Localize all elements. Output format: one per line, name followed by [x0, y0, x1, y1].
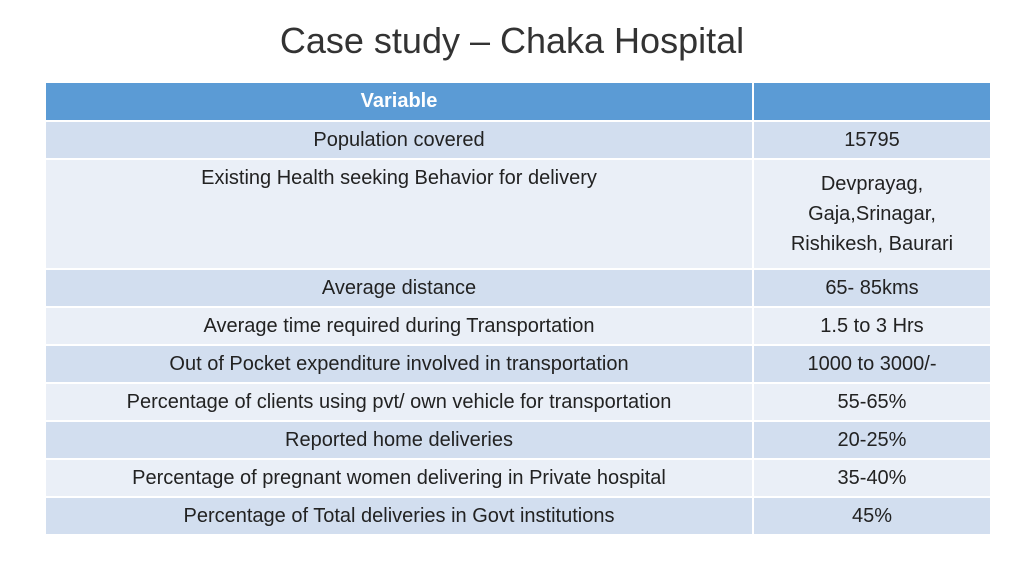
value-cell: 65- 85kms — [753, 269, 991, 307]
variable-cell: Percentage of pregnant women delivering in Private hospital — [45, 459, 753, 497]
value-cell: 45% — [753, 497, 991, 535]
table-row — [45, 159, 991, 269]
case-study-table — [44, 81, 992, 536]
table-row — [45, 383, 991, 421]
value-cell: 35-40% — [753, 459, 991, 497]
variable-cell: Reported home deliveries — [45, 421, 753, 459]
value-cell: 15795 — [753, 121, 991, 159]
variable-cell: Percentage of Total deliveries in Govt institutions — [45, 497, 753, 535]
value-cell: 55-65% — [753, 383, 991, 421]
table-row — [45, 421, 991, 459]
variable-cell: Percentage of clients using pvt/ own vehicle for transportation — [45, 383, 753, 421]
table-header-row — [45, 82, 991, 121]
value-cell — [753, 159, 991, 269]
variable-cell: Existing Health seeking Behavior for delivery — [45, 159, 753, 269]
variable-cell: Average distance — [45, 269, 753, 307]
case-study-table-container — [44, 81, 990, 536]
value-line: Gaja,Srinagar, — [808, 203, 936, 225]
header-value — [753, 82, 991, 121]
slide-title: Case study – Chaka Hospital — [279, 20, 745, 61]
variable-cell: Population covered — [45, 121, 753, 159]
variable-cell: Average time required during Transportation — [45, 307, 753, 345]
value-cell: 1000 to 3000/- — [753, 345, 991, 383]
value-line: Rishikesh, Baurari — [790, 233, 954, 255]
table-row — [45, 121, 991, 159]
value-line: Devprayag, — [820, 173, 924, 195]
table-row — [45, 497, 991, 535]
header-variable: Variable — [45, 82, 753, 121]
table-row — [45, 307, 991, 345]
value-cell: 1.5 to 3 Hrs — [753, 307, 991, 345]
table-row — [45, 269, 991, 307]
table-row — [45, 345, 991, 383]
value-cell: 20-25% — [753, 421, 991, 459]
variable-cell: Out of Pocket expenditure involved in transportation — [45, 345, 753, 383]
table-row — [45, 459, 991, 497]
